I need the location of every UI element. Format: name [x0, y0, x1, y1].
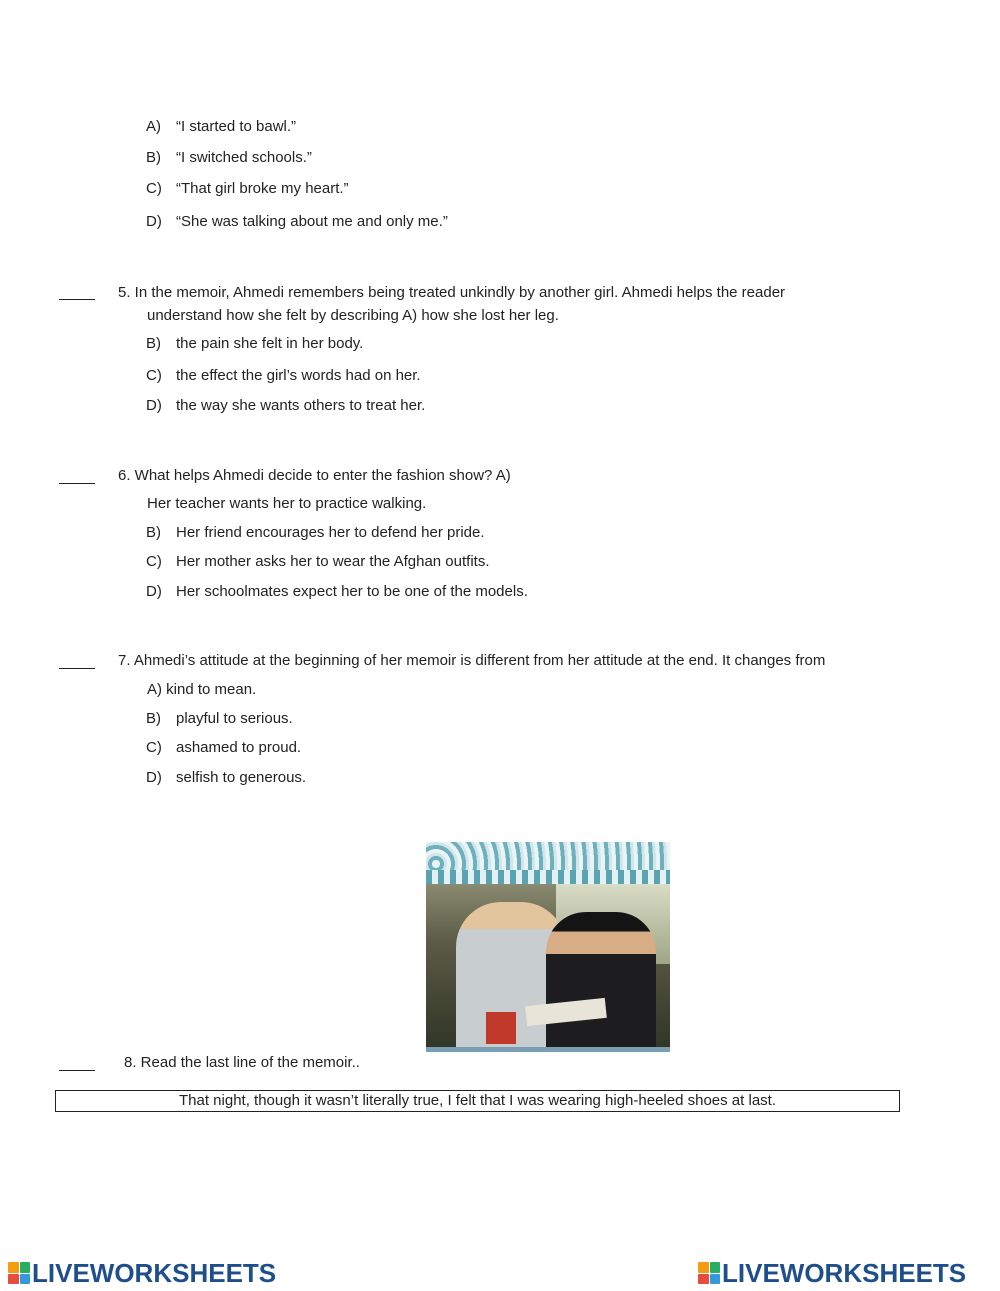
memoir-photo [426, 842, 670, 1052]
option-text: ashamed to proud. [176, 739, 302, 756]
q4-option-b [146, 149, 312, 167]
photo-person-right [546, 912, 656, 1052]
option-letter: B) [146, 524, 161, 541]
q4-option-d [146, 213, 448, 231]
q5-option-b [146, 335, 363, 353]
memoir-quote-box [55, 1090, 900, 1112]
photo-ornament-strip [426, 870, 670, 884]
q4-option-c [146, 180, 349, 198]
q5-question-line2: understand how she felt by describing A) how she lost her leg. [147, 307, 559, 324]
option-letter: C) [146, 367, 162, 384]
option-text: “That girl broke my heart.” [176, 180, 349, 197]
option-letter: C) [146, 180, 162, 197]
photo-bottom-border [426, 1047, 670, 1052]
option-letter: D) [146, 769, 162, 786]
q7-option-d [146, 769, 306, 787]
q7-option-b [146, 710, 293, 728]
option-text: Her schoolmates expect her to be one of the models. [176, 583, 528, 600]
option-text: the way she wants others to treat her. [176, 397, 426, 414]
q5-option-d [146, 397, 425, 415]
q7-option-c [146, 739, 301, 757]
option-letter: B) [146, 335, 161, 352]
option-text: Her friend encourages her to defend her pride. [176, 524, 485, 541]
q5-answer-blank[interactable] [59, 299, 95, 300]
q5-question-line1: 5. In the memoir, Ahmedi remembers being treated unkindly by another girl. Ahmedi helps the reader [118, 284, 786, 301]
liveworksheets-logo-left [8, 1259, 276, 1287]
option-letter: A) [146, 118, 161, 135]
q7-question-line1: 7. Ahmedi’s attitude at the beginning of her memoir is different from her attitude at the end. It changes from [118, 652, 826, 669]
option-letter: D) [146, 397, 162, 414]
photo-gift-bag [486, 1012, 516, 1044]
logo-text: LIVEWORKSHEETS [32, 1258, 277, 1288]
option-letter: C) [146, 739, 162, 756]
option-text: selfish to generous. [176, 769, 307, 786]
option-text: “I switched schools.” [176, 149, 312, 166]
q8-answer-blank[interactable] [59, 1070, 95, 1071]
logo-icon [8, 1262, 30, 1284]
q7-answer-blank[interactable] [59, 668, 95, 669]
option-letter: B) [146, 149, 161, 166]
q6-answer-blank[interactable] [59, 483, 95, 484]
option-text: Her mother asks her to wear the Afghan outfits. [176, 553, 490, 570]
q7-question-line2: A) kind to mean. [147, 681, 257, 698]
logo-text: LIVEWORKSHEETS [722, 1258, 967, 1288]
q6-option-d [146, 583, 528, 601]
q6-option-b [146, 524, 485, 542]
option-text: the pain she felt in her body. [176, 335, 364, 352]
option-text: the effect the girl’s words had on her. [176, 367, 421, 384]
memoir-quote-text: That night, though it wasn’t literally true, I felt that I was wearing high-heeled shoes at last. [179, 1092, 776, 1109]
q5-option-c [146, 367, 421, 385]
option-letter: D) [146, 213, 162, 230]
option-letter: C) [146, 553, 162, 570]
q4-option-a [146, 118, 296, 136]
option-text: playful to serious. [176, 710, 293, 727]
option-text: “I started to bawl.” [176, 118, 297, 135]
q6-question-line1: 6. What helps Ahmedi decide to enter the fashion show? A) [118, 467, 511, 484]
option-letter: D) [146, 583, 162, 600]
option-letter: B) [146, 710, 161, 727]
logo-icon [698, 1262, 720, 1284]
q8-question-line1: 8. Read the last line of the memoir.. [124, 1054, 360, 1071]
liveworksheets-logo-right [698, 1259, 966, 1287]
option-text: “She was talking about me and only me.” [176, 213, 448, 230]
q6-question-line2: Her teacher wants her to practice walking. [147, 495, 427, 512]
q6-option-c [146, 553, 490, 571]
